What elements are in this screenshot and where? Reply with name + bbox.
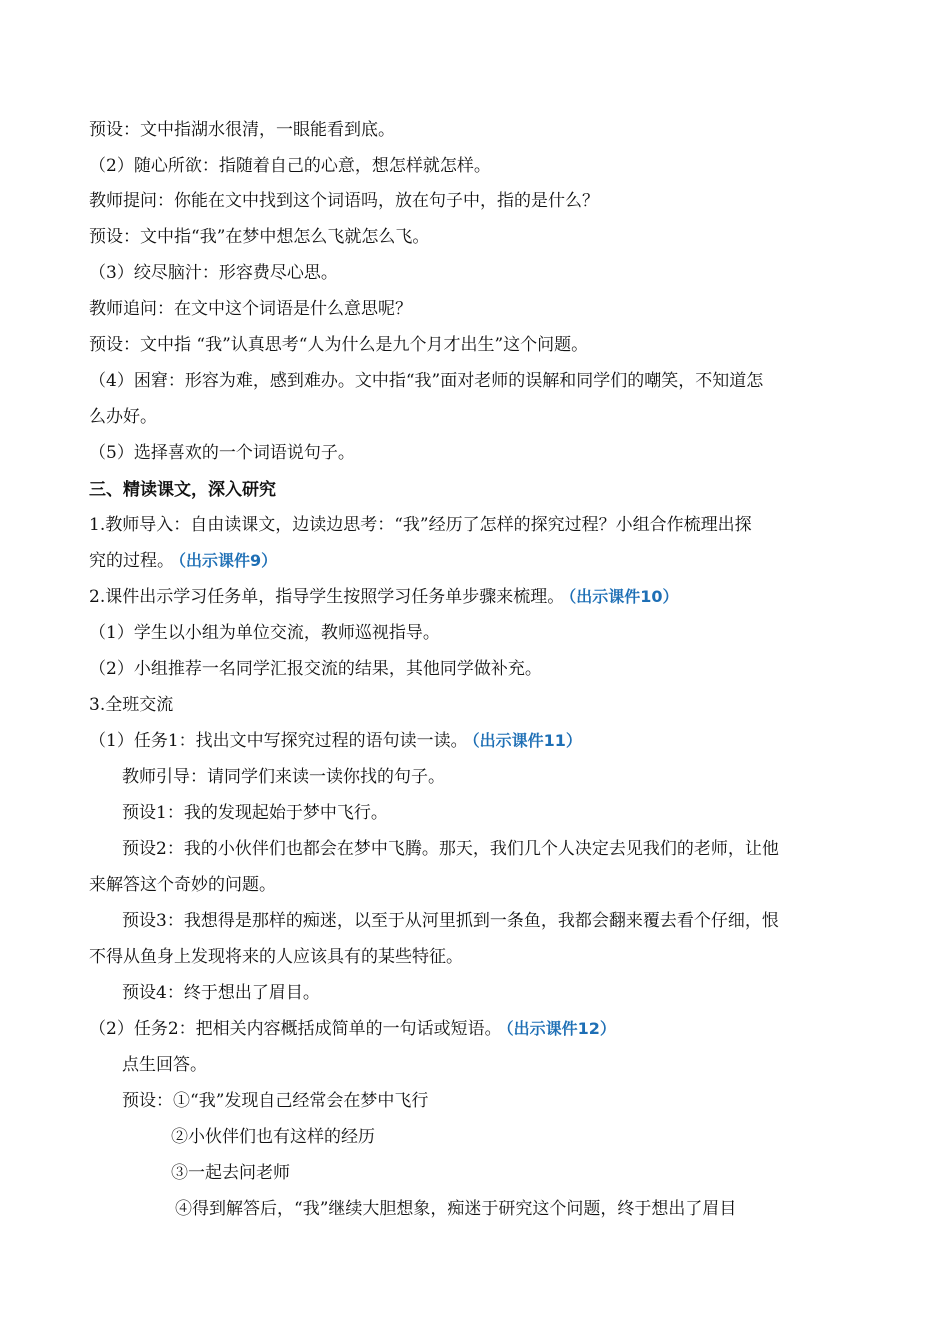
text-line: 预设3：我想得是那样的痴迷，以至于从河里抓到一条鱼，我都会翻来覆去看个仔细，恨 bbox=[122, 911, 779, 931]
text-line: ②小伙伴们也有这样的经历 bbox=[171, 1127, 375, 1147]
text-line bbox=[89, 1017, 890, 1041]
text-line: 不得从鱼身上发现将来的人应该具有的某些特征。 bbox=[89, 947, 463, 967]
text-line: 教师追问：在文中这个词语是什么意思呢？ bbox=[89, 299, 412, 319]
text-line: 3.全班交流 bbox=[89, 695, 174, 715]
text-line: 教师提问：你能在文中找到这个词语吗，放在句子中，指的是什么？ bbox=[89, 191, 599, 211]
section-heading: 三、精读课文，深入研究 bbox=[89, 480, 276, 500]
text-line: ③一起去问老师 bbox=[171, 1163, 290, 1183]
text-line: 预设：①“我”发现自己经常会在梦中飞行 bbox=[122, 1091, 429, 1111]
text-line: （2）小组推荐一名同学汇报交流的结果，其他同学做补充。 bbox=[89, 659, 542, 679]
courseware-ref: （出示课件12） bbox=[505, 1019, 616, 1038]
courseware-ref: （出示课件10） bbox=[568, 587, 679, 606]
courseware-ref: （出示课件11） bbox=[471, 731, 582, 750]
text-line: ④得到解答后，“我”继续大胆想象，痴迷于研究这个问题，终于想出了眉目 bbox=[175, 1199, 737, 1219]
courseware-ref: （出示课件9） bbox=[178, 551, 278, 570]
text-line bbox=[89, 585, 890, 609]
text-line: 预设：文中指湖水很清，一眼能看到底。 bbox=[89, 120, 395, 140]
text-span: 究的过程。 bbox=[89, 551, 174, 571]
text-span: 2.课件出示学习任务单，指导学生按照学习任务单步骤来梳理。 bbox=[89, 587, 565, 607]
text-line: 预设1：我的发现起始于梦中飞行。 bbox=[122, 803, 388, 823]
text-line: （4）困窘：形容为难，感到难办。文中指“我”面对老师的误解和同学们的嘲笑，不知道怎 bbox=[89, 371, 764, 391]
text-line bbox=[89, 729, 890, 753]
text-line: （3）绞尽脑汁：形容费尽心思。 bbox=[89, 263, 338, 283]
text-line: 点生回答。 bbox=[122, 1055, 207, 1075]
text-line: 预设：文中指 “我”认真思考“人为什么是九个月才出生”这个问题。 bbox=[89, 335, 589, 355]
text-span: （2）任务2：把相关内容概括成简单的一句话或短语。 bbox=[89, 1019, 502, 1039]
text-line: 来解答这个奇妙的问题。 bbox=[89, 875, 276, 895]
text-line: 么办好。 bbox=[89, 407, 157, 427]
text-line: 预设2：我的小伙伴们也都会在梦中飞腾。那天，我们几个人决定去见我们的老师，让他 bbox=[122, 839, 779, 859]
text-line: 预设4：终于想出了眉目。 bbox=[122, 983, 320, 1003]
text-line bbox=[89, 549, 890, 573]
text-line: （2）随心所欲：指随着自己的心意，想怎样就怎样。 bbox=[89, 156, 491, 176]
text-line: 预设：文中指“我”在梦中想怎么飞就怎么飞。 bbox=[89, 227, 430, 247]
text-line: （1）学生以小组为单位交流，教师巡视指导。 bbox=[89, 623, 440, 643]
text-span: （1）任务1：找出文中写探究过程的语句读一读。 bbox=[89, 731, 468, 751]
text-line: 1.教师导入：自由读课文，边读边思考：“我”经历了怎样的探究过程？小组合作梳理出探 bbox=[89, 515, 752, 535]
text-line: 教师引导：请同学们来读一读你找的句子。 bbox=[122, 767, 445, 787]
text-line: （5）选择喜欢的一个词语说句子。 bbox=[89, 443, 355, 463]
